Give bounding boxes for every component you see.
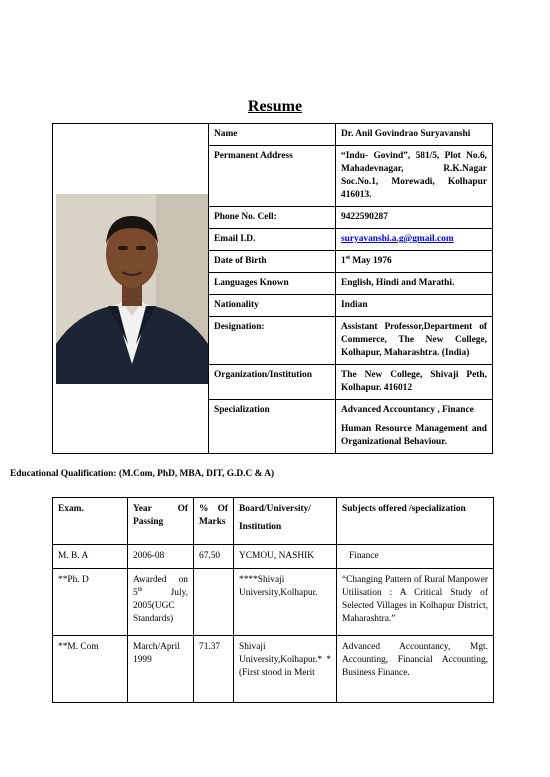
header-subjects: Subjects offered /specialization xyxy=(337,498,494,545)
address-value: “Indu- Govind”, 581/5, Plot No.6, Mahadevnagar, R.K.Nagar Soc.No.1, Morewadi, Kolhapur 416013. xyxy=(336,146,493,207)
row-board: ****Shivaji University,Kolhapur. xyxy=(234,569,337,636)
row-marks xyxy=(194,569,234,636)
row-year: 2006-08 xyxy=(128,545,194,569)
row-marks: 67.50 xyxy=(194,545,234,569)
row-exam: **M. Com xyxy=(53,636,128,703)
row-subjects: “Changing Pattern of Rural Manpower Utilisation : A Critical Study of Selected Villages in Kolhapur District, Maharashtra.” xyxy=(337,569,494,636)
education-heading: Educational Qualification: (M.Com, PhD, MBA, DIT, G.D.C & A) xyxy=(10,469,275,479)
row-exam: **Ph. D xyxy=(53,569,128,636)
specialization-line-1: Advanced Accountancy , Finance xyxy=(341,405,474,415)
dob-value xyxy=(336,251,493,273)
address-label: Permanent Address xyxy=(209,146,336,207)
designation-label: Designation: xyxy=(209,317,336,365)
profile-photo xyxy=(56,194,208,384)
header-board-line-2: Institution xyxy=(239,522,282,532)
education-table xyxy=(52,497,494,703)
phone-label: Phone No. Cell: xyxy=(209,207,336,229)
dob-rest: May 1976 xyxy=(350,256,392,266)
header-marks: % Of Marks xyxy=(194,498,234,545)
row-year: March/April 1999 xyxy=(128,636,194,703)
name-label: Name xyxy=(209,124,336,146)
organization-value: The New College, Shivaji Peth, Kolhapur. 416012 xyxy=(336,365,493,400)
row-exam: M. B. A xyxy=(53,545,128,569)
languages-value: English, Hindi and Marathi. xyxy=(336,273,493,295)
organization-label: Organization/Institution xyxy=(209,365,336,400)
nationality-label: Nationality xyxy=(209,295,336,317)
email-cell xyxy=(336,229,493,251)
row-year-num: 5 xyxy=(133,588,138,598)
name-value: Dr. Anil Govindrao Suryavanshi xyxy=(336,124,493,146)
table-row xyxy=(53,569,494,636)
header-year: Year Of Passing xyxy=(128,498,194,545)
table-row xyxy=(53,636,494,703)
row-year xyxy=(128,569,194,636)
designation-value: Assistant Professor,Department of Commerce, The New College, Kolhapur, Maharashtra. (India) xyxy=(336,317,493,365)
row-year-line-1: Awarded on xyxy=(133,575,188,585)
profile-photo-illustration xyxy=(56,194,208,384)
nationality-value: Indian xyxy=(336,295,493,317)
specialization-value xyxy=(336,400,493,454)
photo-cell xyxy=(53,124,209,454)
languages-label: Languages Known xyxy=(209,273,336,295)
personal-details-table xyxy=(52,123,493,454)
row-year-sup: th xyxy=(137,586,143,593)
header-board xyxy=(234,498,337,545)
dob-day: 1 xyxy=(341,256,346,266)
table-row xyxy=(53,545,494,569)
header-board-line-1: Board/University/ xyxy=(239,504,311,514)
dob-suffix: st xyxy=(345,254,351,261)
row-board: YCMOU, NASHIK xyxy=(234,545,337,569)
specialization-label: Specialization xyxy=(209,400,336,454)
row-board: Shivaji University,Kolhapur.* *(First stood in Merit xyxy=(234,636,337,703)
specialization-line-2: Human Resource Management and Organizational Behaviour. xyxy=(341,424,487,447)
row-year-line-2: July, 2005(UGC Standards) xyxy=(133,588,188,624)
page-title: Resume xyxy=(247,98,303,115)
header-exam: Exam. xyxy=(53,498,128,545)
dob-label: Date of Birth xyxy=(209,251,336,273)
phone-value: 9422590287 xyxy=(336,207,493,229)
email-label: Email I.D. xyxy=(209,229,336,251)
table-header-row xyxy=(53,498,494,545)
row-marks: 71.37 xyxy=(194,636,234,703)
row-subjects: Advanced Accountancy, Mgt. Accounting, Financial Accounting, Business Finance. xyxy=(337,636,494,703)
row-subjects: Finance xyxy=(337,545,494,569)
email-link[interactable]: suryavanshi.a.g@gmail.com xyxy=(341,234,454,244)
table-row xyxy=(53,124,493,146)
